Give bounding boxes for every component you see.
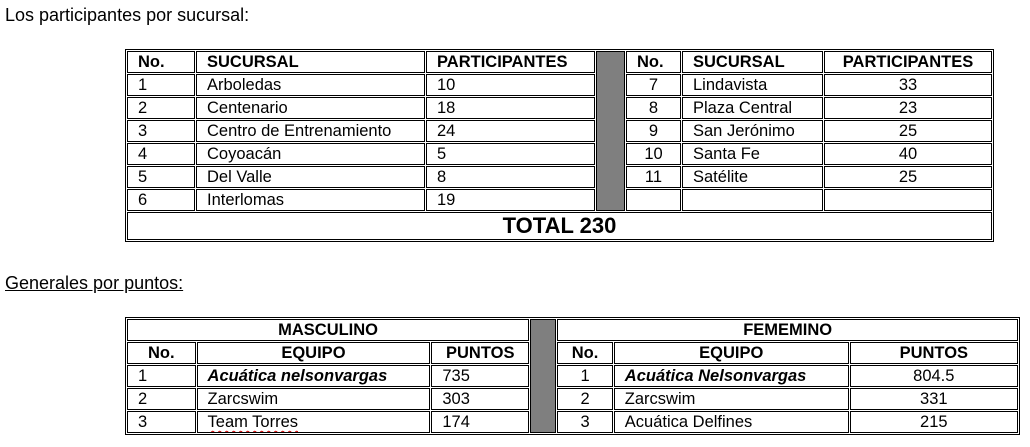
header-participantes: PARTICIPANTES: [824, 51, 992, 73]
cell-equipo: Zarcswim: [197, 388, 431, 410]
cell-no: 4: [127, 143, 195, 165]
column-separator: [530, 319, 556, 433]
cell-equipo: Zarcswim: [614, 388, 849, 410]
cell-no: 9: [626, 120, 681, 142]
cell-participantes: 25: [824, 120, 992, 142]
total-row: [127, 212, 992, 240]
section-title-participants: Los participantes por sucursal:: [5, 5, 250, 25]
cell-puntos: 804.5: [850, 365, 1018, 387]
header-participantes: PARTICIPANTES: [426, 51, 595, 73]
cell-participantes: 23: [824, 97, 992, 119]
cell-equipo: Acuática Nelsonvargas: [614, 365, 849, 387]
cell-participantes: [824, 189, 992, 211]
header-no: No.: [127, 342, 196, 364]
column-separator: [596, 51, 625, 211]
spellcheck-text: Team Torres: [207, 413, 299, 431]
cell-participantes: 24: [426, 120, 595, 142]
table-row: [127, 365, 1018, 387]
table-header-row: [127, 51, 992, 73]
cell-sucursal: Lindavista: [682, 74, 823, 96]
cell-participantes: 10: [426, 74, 595, 96]
header-no: No.: [557, 342, 612, 364]
total-cell: TOTAL 230: [127, 212, 992, 240]
cell-sucursal: Interlomas: [196, 189, 425, 211]
table-row: [127, 74, 992, 96]
cell-no: 7: [626, 74, 681, 96]
cell-participantes: 40: [824, 143, 992, 165]
cell-sucursal: Centenario: [196, 97, 425, 119]
points-table: [125, 317, 1020, 435]
cell-sucursal: Santa Fe: [682, 143, 823, 165]
cell-puntos: 735: [431, 365, 529, 387]
cell-no: 10: [626, 143, 681, 165]
participants-table: [125, 49, 994, 242]
cell-puntos: 331: [850, 388, 1018, 410]
cell-no: 2: [127, 388, 196, 410]
cell-equipo: [197, 411, 431, 433]
cell-no: [626, 189, 681, 211]
table-row: [127, 166, 992, 188]
masculino-header: MASCULINO: [127, 319, 529, 341]
cell-no: 6: [127, 189, 195, 211]
cell-participantes: 25: [824, 166, 992, 188]
header-sucursal: SUCURSAL: [682, 51, 823, 73]
cell-equipo: Acuática nelsonvargas: [197, 365, 431, 387]
cell-no: 3: [127, 120, 195, 142]
header-equipo: EQUIPO: [197, 342, 431, 364]
table-row: [127, 143, 992, 165]
cell-no: 8: [626, 97, 681, 119]
cell-no: 11: [626, 166, 681, 188]
cell-no: 1: [557, 365, 612, 387]
category-row: [127, 319, 1018, 341]
cell-no: 3: [127, 411, 196, 433]
cell-puntos: 215: [850, 411, 1018, 433]
table-row: [127, 120, 992, 142]
header-puntos: PUNTOS: [431, 342, 529, 364]
cell-participantes: 18: [426, 97, 595, 119]
cell-sucursal: San Jerónimo: [682, 120, 823, 142]
table-header-row: [127, 342, 1018, 364]
cell-no: 1: [127, 365, 196, 387]
table-row: [127, 97, 992, 119]
cell-no: 1: [127, 74, 195, 96]
section-title-points: Generales por puntos:: [5, 273, 184, 293]
cell-puntos: 174: [431, 411, 529, 433]
cell-sucursal: Centro de Entrenamiento: [196, 120, 425, 142]
header-sucursal: SUCURSAL: [196, 51, 425, 73]
cell-participantes: 5: [426, 143, 595, 165]
cell-sucursal: Plaza Central: [682, 97, 823, 119]
header-no: No.: [626, 51, 681, 73]
cell-sucursal: Del Valle: [196, 166, 425, 188]
table-row: [127, 189, 992, 211]
cell-sucursal: Satélite: [682, 166, 823, 188]
cell-no: 3: [557, 411, 612, 433]
header-no: No.: [127, 51, 195, 73]
cell-sucursal: Arboledas: [196, 74, 425, 96]
cell-participantes: 8: [426, 166, 595, 188]
cell-sucursal: [682, 189, 823, 211]
cell-no: 5: [127, 166, 195, 188]
table-row: [127, 388, 1018, 410]
header-equipo: EQUIPO: [614, 342, 849, 364]
header-puntos: PUNTOS: [850, 342, 1018, 364]
cell-no: 2: [557, 388, 612, 410]
cell-sucursal: Coyoacán: [196, 143, 425, 165]
femenino-header: FEMEMINO: [557, 319, 1018, 341]
table-row: [127, 411, 1018, 433]
cell-participantes: 33: [824, 74, 992, 96]
cell-participantes: 19: [426, 189, 595, 211]
cell-equipo: Acuática Delfines: [614, 411, 849, 433]
cell-no: 2: [127, 97, 195, 119]
cell-puntos: 303: [431, 388, 529, 410]
